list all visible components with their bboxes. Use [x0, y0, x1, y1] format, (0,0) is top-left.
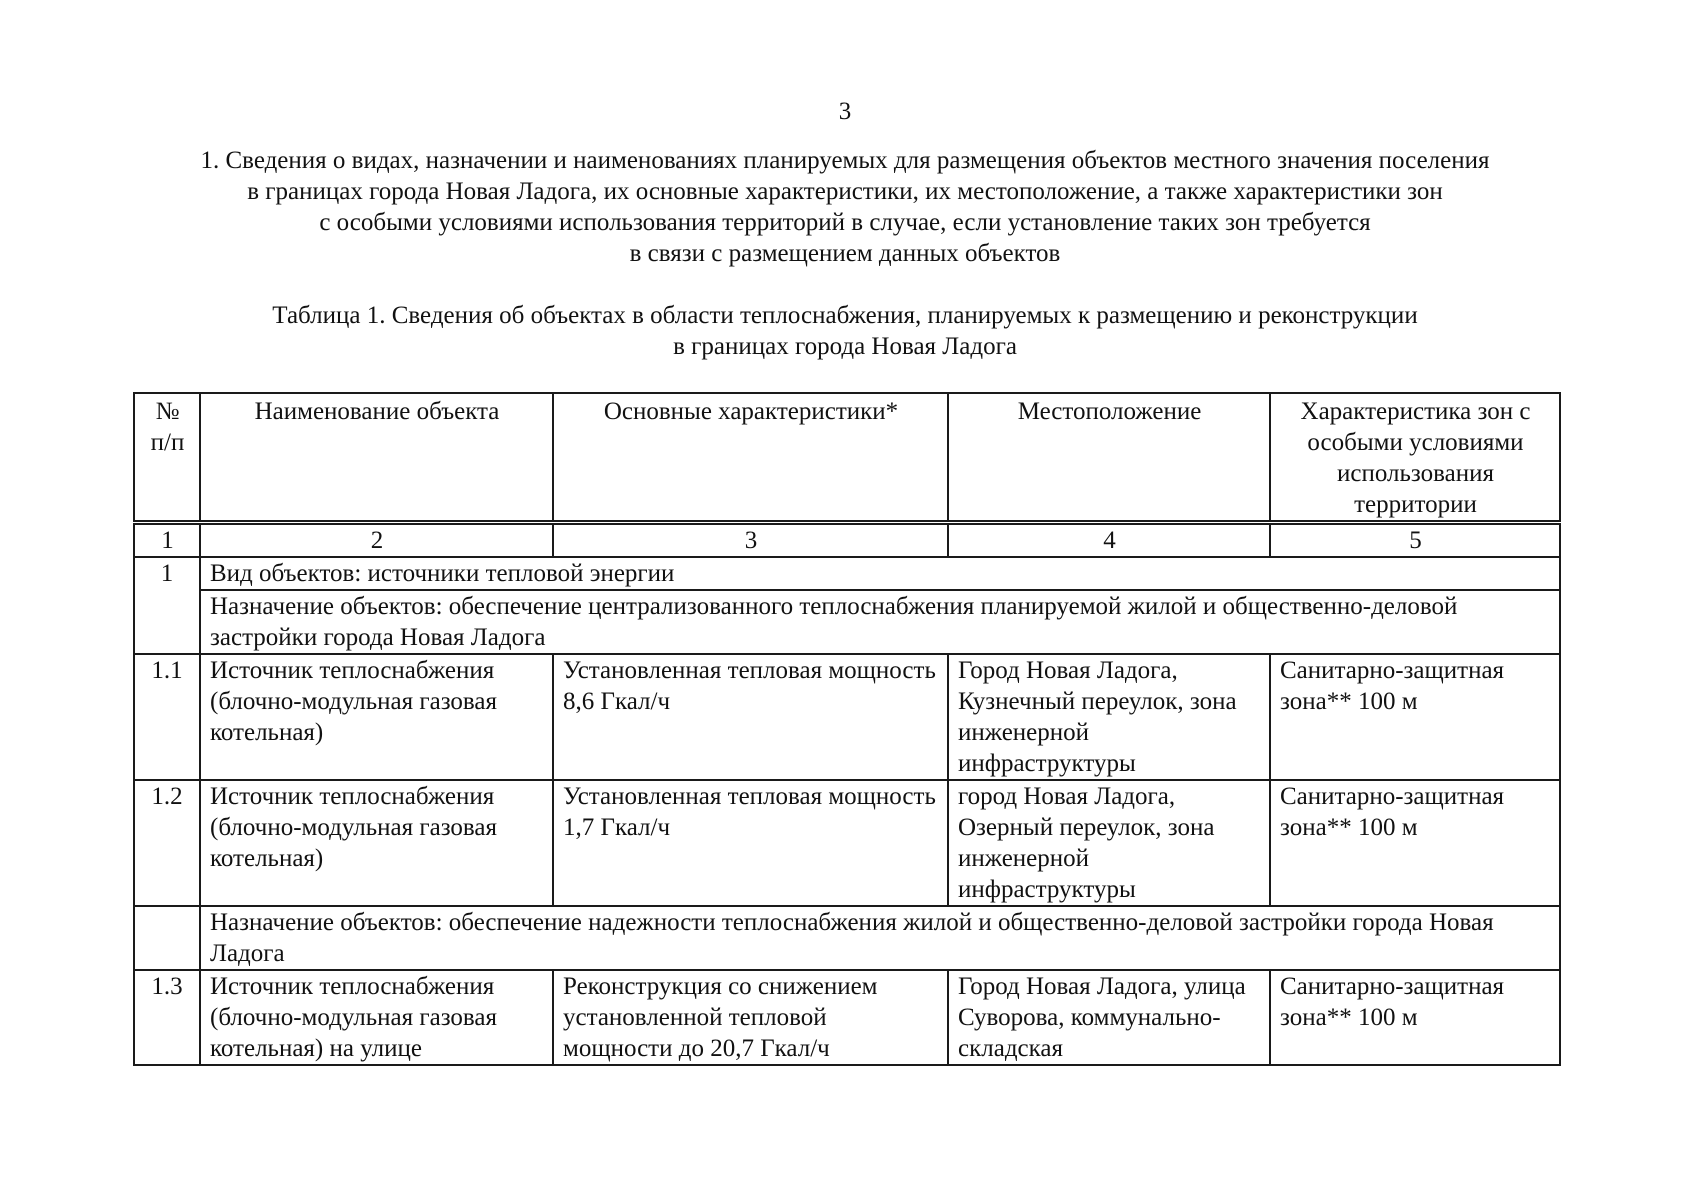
row-location: Город Новая Ладога, Кузнечный переулок, зона инженерной инфраструктуры [948, 654, 1270, 780]
heading-line: в связи с размещением данных объектов [629, 240, 1061, 267]
group-purpose: Назначение объектов: обеспечение централизованного теплоснабжения планируемой жилой и общественно-деловой застройки города Новая Ладога [200, 590, 1560, 654]
row-name: Источник теплоснабжения (блочно-модульная газовая котельная) [200, 780, 553, 906]
heading-line: 1. Сведения о видах, назначении и наименованиях планируемых для размещения объектов местного значения поселения [200, 147, 1490, 174]
column-number: 2 [200, 523, 553, 558]
row-characteristics: Реконструкция со снижением установленной тепловой мощности до 20,7 Гкал/ч [553, 970, 948, 1065]
row-zone: Санитарно-защитная зона** 100 м [1270, 654, 1560, 780]
table-row [134, 780, 1560, 906]
group-kind: Вид объектов: источники тепловой энергии [200, 557, 1560, 590]
caption-line: Таблица 1. Сведения об объектах в области теплоснабжения, планируемых к размещению и реконструкции [272, 302, 1418, 329]
heading-line: в границах города Новая Ладога, их основные характеристики, их местоположение, а также характеристики зон [247, 178, 1443, 205]
header-zone: Характеристика зон с особыми условиями использования территории [1270, 393, 1560, 523]
table-row [134, 970, 1560, 1065]
table-header-row [134, 393, 1560, 523]
group-kind-row [134, 557, 1560, 590]
row-name: Источник теплоснабжения (блочно-модульная газовая котельная) [200, 654, 553, 780]
column-number: 4 [948, 523, 1270, 558]
empty-index-cell [134, 906, 200, 970]
table-row [134, 654, 1560, 780]
row-index: 1.1 [134, 654, 200, 780]
row-index: 1.3 [134, 970, 200, 1065]
row-location: Город Новая Ладога, улица Суворова, коммунально-складская [948, 970, 1270, 1065]
section-heading [100, 145, 1590, 269]
column-number: 3 [553, 523, 948, 558]
group-purpose-row [134, 906, 1560, 970]
group-index: 1 [134, 557, 200, 654]
row-characteristics: Установленная тепловая мощность 8,6 Гкал/ч [553, 654, 948, 780]
column-number: 1 [134, 523, 200, 558]
row-name: Источник теплоснабжения (блочно-модульная газовая котельная) на улице [200, 970, 553, 1065]
row-zone: Санитарно-защитная зона** 100 м [1270, 970, 1560, 1065]
page-number: 3 [838, 98, 852, 125]
group-purpose: Назначение объектов: обеспечение надежности теплоснабжения жилой и общественно-деловой застройки города Новая Ладога [200, 906, 1560, 970]
row-index: 1.2 [134, 780, 200, 906]
row-characteristics: Установленная тепловая мощность 1,7 Гкал/ч [553, 780, 948, 906]
objects-table [133, 392, 1561, 1066]
header-location: Местоположение [948, 393, 1270, 523]
table-caption [100, 300, 1590, 362]
row-location: город Новая Ладога, Озерный переулок, зона инженерной инфраструктуры [948, 780, 1270, 906]
column-number: 5 [1270, 523, 1560, 558]
caption-line: в границах города Новая Ладога [673, 333, 1017, 360]
header-characteristics: Основные характеристики* [553, 393, 948, 523]
group-purpose-row [134, 590, 1560, 654]
header-name: Наименование объекта [200, 393, 553, 523]
row-zone: Санитарно-защитная зона** 100 м [1270, 780, 1560, 906]
column-number-row [134, 523, 1560, 558]
heading-line: с особыми условиями использования территорий в случае, если установление таких зон требуется [319, 209, 1371, 236]
header-index: № п/п [134, 393, 200, 523]
